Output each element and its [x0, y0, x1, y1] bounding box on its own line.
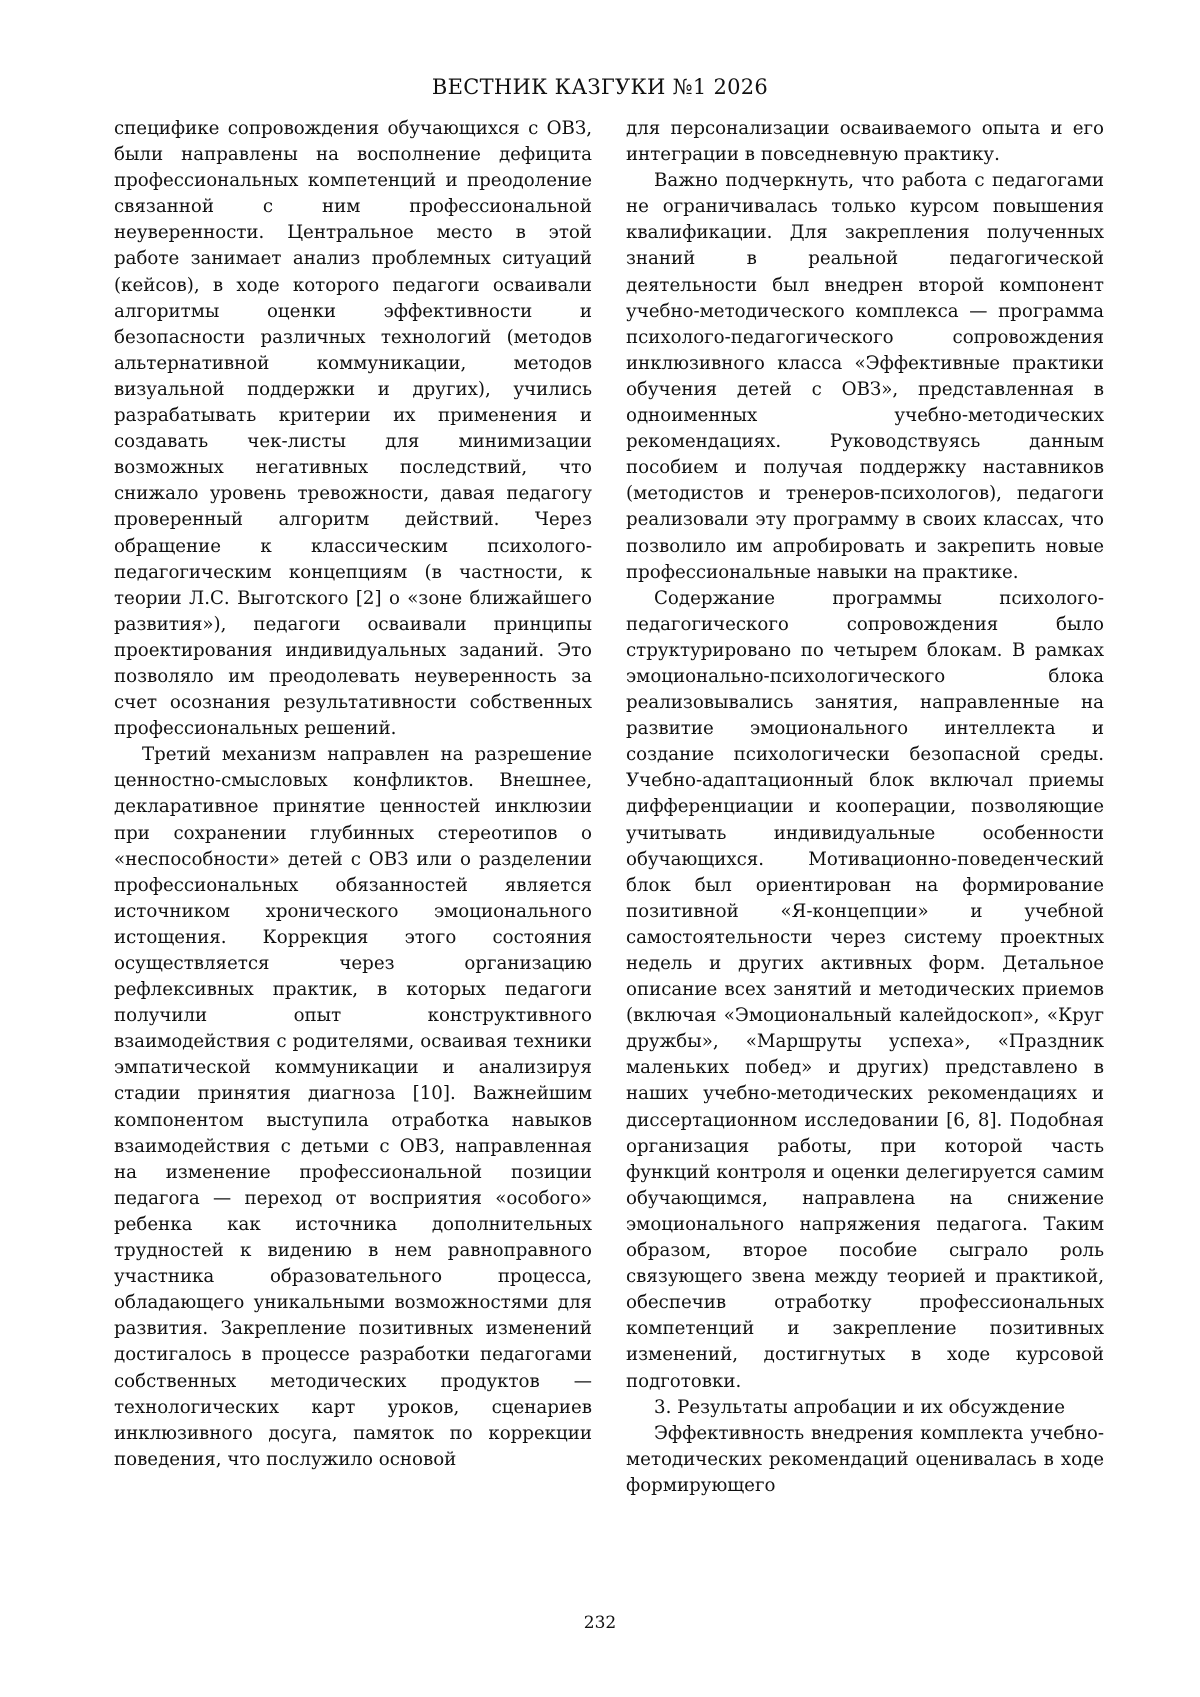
paragraph-continuation-right: для персонализации осваиваемого опыта и его интеграции в повседневную практику.	[626, 118, 1104, 166]
paragraph-third-mechanism: Третий механизм направлен на разрешение ценностно-смысловых конфликтов. Внешнее, декларативное принятие ценностей инклюзии при сохранении глубинных стереотипов о «неспособности» детей с ОВЗ или о разделении профессиональных обязанностей является источником хронического эмоционального истощения. Коррекция этого состояния осуществляется через организацию рефлексивных практик, в которых педагоги получили опыт конструктивного взаимодействия с родителями, осваивая техники эмпатической коммуникации и анализируя стадии принятия диагноза [10]. Важнейшим компонентом выступила отработка навыков взаимодействия с детьми с ОВЗ, направленная на изменение профессиональной позиции педагога — переход от восприятия «особого» ребенка как источника дополнительных трудностей к видению в нем равноправного участника образовательного процесса, обладающего уникальными возможностями для развития. Закрепление позитивных изменений достигалось в процессе разработки педагогами собственных методических продуктов — технологических карт уроков, сценариев инклюзивного досуга, памяток по коррекции поведения, что послужило основой	[114, 744, 592, 1470]
paragraph-continuation: специфике сопровождения обучающихся с ОВЗ, были направлены на восполнение дефицита профессиональных компетенций и преодоление связанной с ним профессиональной неуверенности. Центральное место в этой работе занимает анализ проблемных ситуаций (кейсов), в ходе которого педагоги осваивали алгоритмы оценки эффективности и безопасности различных технологий (методов альтернативной коммуникации, методов визуальной поддержки и других), учились разрабатывать критерии их применения и создавать чек-листы для минимизации возможных негативных последствий, что снижало уровень тревожности, давая педагогу проверенный алгоритм действий. Через обращение к классическим психолого-педагогическим концепциям (в частности, к теории Л.С. Выготского [2] о «зоне ближайшего развития»), педагоги осваивали принципы проектирования индивидуальных заданий. Это позволяло им преодолевать неуверенность за счет осознания результативности собственных профессиональных решений.	[114, 118, 592, 740]
section-heading-results: 3. Результаты апробации и их обсуждение	[654, 1396, 1066, 1418]
journal-header: ВЕСТНИК КАЗГУКИ №1 2026	[431, 75, 769, 99]
paragraph-teacher-work: Важно подчеркнуть, что работа с педагогами не ограничивалась только курсом повышения квалификации. Для закрепления полученных знаний в реальной педагогической деятельности был внедрен второй компонент учебно-методического комплекса — программа психолого-педагогического сопровождения инклюзивного класса «Эффективные практики обучения детей с ОВЗ», представленная в одноименных учебно-методических рекомендациях. Руководствуясь данным пособием и получая поддержку наставников (методистов и тренеров-психологов), педагоги реализовали эту программу в своих классах, что позволило им апробировать и закрепить новые профессиональные навыки на практике.	[626, 170, 1104, 583]
page-number: 232	[583, 1613, 617, 1633]
paragraph-effectiveness: Эффективность внедрения комплекта учебно-методических рекомендаций оценивалась в ходе формирующего	[626, 1422, 1104, 1496]
left-text-column	[114, 116, 592, 1473]
paragraph-program-content: Содержание программы психолого-педагогического сопровождения было структурировано по четырем блокам. В рамках эмоционально-психологического блока реализовывались занятия, направленные на развитие эмоционального интеллекта и создание психологически безопасной среды. Учебно-адаптационный блок включал приемы дифференциации и кооперации, позволяющие учитывать индивидуальные особенности обучающихся. Мотивационно-поведенческий блок был ориентирован на формирование позитивной «Я-концепции» и учебной самостоятельности через систему проектных недель и других активных форм. Детальное описание всех занятий и методических приемов (включая «Эмоциональный калейдоскоп», «Круг дружбы», «Маршруты успеха», «Праздник маленьких побед» и других) представлено в наших учебно-методических рекомендациях и диссертационном исследовании [6, 8]. Подобная организация работы, при которой часть функций контроля и оценки делегируется самим обучающимся, направлена на снижение эмоционального напряжения педагога. Таким образом, второе пособие сыграло роль связующего звена между теорией и практикой, обеспечив отработку профессиональных компетенций и закрепление позитивных изменений, достигнутых в ходе курсовой подготовки.	[626, 587, 1104, 1392]
right-text-column	[626, 116, 1104, 1499]
